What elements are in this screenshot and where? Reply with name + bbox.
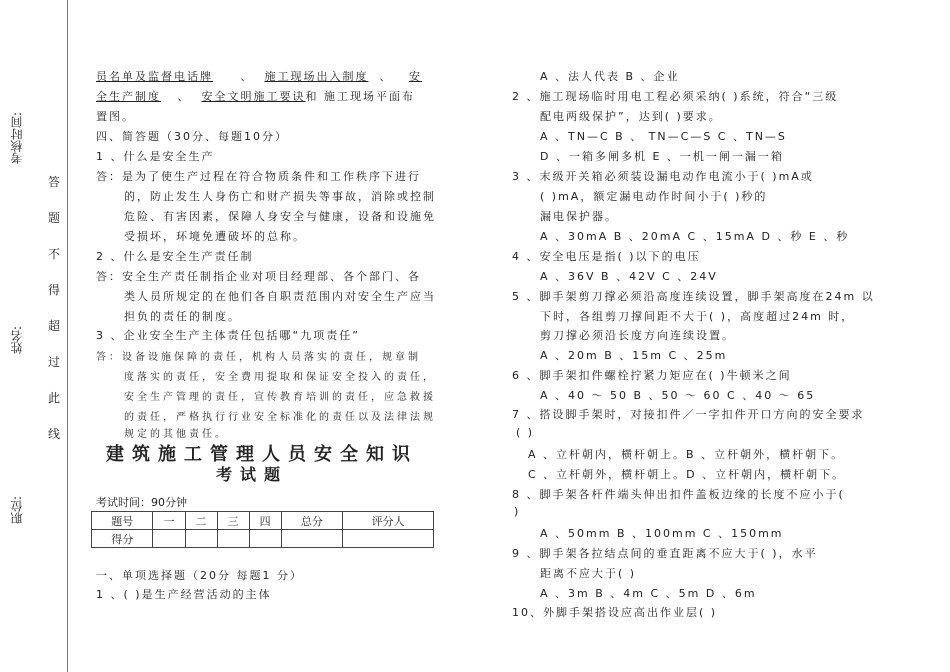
options-line: A 、3m B 、4m C 、5m D 、6m bbox=[540, 587, 757, 600]
score-table-header: 评分人 bbox=[343, 512, 434, 530]
answer-line: 担负的责任的制度。 bbox=[124, 310, 241, 323]
options-line: A 、TN—C B 、 TN—C—S C 、TN—S bbox=[540, 130, 787, 143]
question: 3 、末级开关箱必须装设漏电动作电流小于( )mA或 bbox=[512, 170, 814, 183]
answer-line: 受损坏，环境免遭破坏的总称。 bbox=[124, 230, 306, 243]
exam-title: 建筑施工管理人员安全知识 bbox=[106, 444, 418, 465]
question: 1 、什么是安全生产 bbox=[96, 150, 215, 163]
notice-char: 得 bbox=[48, 283, 61, 297]
question: 9 、脚手架各拉结点间的垂直距离不应大于( )，水平 bbox=[512, 547, 818, 560]
score-table-header: 四 bbox=[249, 512, 281, 530]
answer-line: 答：设备设施保障的责任，机构人员落实的责任，规章制 bbox=[96, 352, 421, 363]
question-continued: ) bbox=[514, 505, 521, 518]
question-continued: 配电两级保护”，达到( )要求。 bbox=[540, 110, 722, 123]
score-table-header: 三 bbox=[217, 512, 249, 530]
question: 7 、搭设脚手架时，对接扣件／一字扣件开口方向的安全要求 bbox=[512, 408, 865, 421]
exam-time-field-label: 考核时间: bbox=[9, 112, 24, 165]
answer-line: 危险、有害因素，保障人身安全与健康，设备和设施免 bbox=[124, 210, 436, 223]
score-table-header-row bbox=[92, 512, 434, 530]
score-row-label: 得分 bbox=[92, 530, 153, 548]
answer-line: 答：安全生产责任制指企业对项目经理部、各个部门、各 bbox=[96, 270, 421, 283]
question: 6 、脚手架扣件螺栓拧紧力矩应在( )牛顿米之间 bbox=[512, 369, 792, 382]
notice-char: 此 bbox=[48, 391, 61, 405]
options-line: A 、法人代表 B 、企业 bbox=[540, 70, 680, 83]
score-cell[interactable] bbox=[343, 530, 434, 548]
continuation-line-3: 置图。 bbox=[96, 110, 135, 123]
score-table-row bbox=[92, 530, 434, 548]
options-line: A 、50mm B 、100mm C 、150mm bbox=[540, 527, 784, 540]
score-table-header: 二 bbox=[185, 512, 217, 530]
answer-line: 安全生产管理的责任，宣传教育培训的责任，应急救援 bbox=[124, 392, 436, 403]
answer-line: 规定的其他责任。 bbox=[124, 429, 228, 440]
question: 3 、企业安全生产主体责任包括哪“九项责任” bbox=[96, 329, 360, 342]
options-line: A 、40 ～ 50 B 、50 ～ 60 C 、40 ～ 65 bbox=[540, 389, 816, 402]
binding-line bbox=[67, 0, 68, 672]
question-continued: ( )mA，额定漏电动作时间小于( )秒的 bbox=[540, 190, 768, 203]
notice-char: 过 bbox=[48, 355, 61, 369]
options-line: A 、20m B 、15m C 、25m bbox=[540, 349, 728, 362]
exam-subtitle: 考试题 bbox=[216, 465, 289, 484]
exam-duration: 考试时间：90分钟 bbox=[96, 496, 187, 509]
notice-char: 不 bbox=[48, 247, 61, 261]
options-line: C 、立杆朝外，横杆朝上。D 、立杆朝内，横杆朝下。 bbox=[528, 468, 846, 481]
answer-line: 的责任，严格执行行业安全标准化的责任以及法律法规 bbox=[124, 412, 436, 423]
options-line: A 、30mA B 、20mA C 、15mA D 、秒 E 、秒 bbox=[540, 230, 850, 243]
question-continued: 距离不应大于( ) bbox=[540, 567, 637, 580]
score-table bbox=[91, 511, 434, 548]
notice-char: 超 bbox=[48, 319, 61, 333]
options-line: A 、立杆朝内，横杆朝上。B 、立杆朝外，横杆朝下。 bbox=[528, 448, 845, 461]
score-table-header: 总分 bbox=[281, 512, 342, 530]
section-heading: 四、简答题（30分、每题10分） bbox=[96, 130, 288, 143]
score-table-header: 题号 bbox=[92, 512, 153, 530]
position-field-label: 职位: bbox=[9, 496, 24, 525]
section-heading: 一、单项选择题（20分 每题1 分） bbox=[96, 569, 303, 582]
answer-line: 类人员所规定的在他们各自职责范围内对安全生产应当 bbox=[124, 290, 436, 303]
question-continued: 剪刀撑必须沿长度方向连续设置。 bbox=[540, 329, 735, 342]
options-line: D 、一箱多闸多机 E 、一机一闸一漏一箱 bbox=[540, 150, 784, 163]
options-line: A 、36V B 、42V C 、24V bbox=[540, 270, 718, 283]
score-cell[interactable] bbox=[281, 530, 342, 548]
score-cell[interactable] bbox=[185, 530, 217, 548]
notice-char: 答 bbox=[48, 175, 61, 189]
answer-line: 的，防止发生人身伤亡和财产损失等事故，消除或控制 bbox=[124, 190, 436, 203]
score-cell[interactable] bbox=[249, 530, 281, 548]
question-continued: ( ) bbox=[516, 426, 535, 439]
score-cell[interactable] bbox=[217, 530, 249, 548]
question: 2 、施工现场临时用电工程必须采纳( )系统，符合“三级 bbox=[512, 90, 839, 103]
continuation-line-2: 全生产制度 、 安全文明施工要诀和 施工现场平面布 bbox=[96, 90, 415, 103]
question: 1 、( )是生产经营活动的主体 bbox=[96, 588, 272, 601]
continuation-line-1: 员名单及监督电话牌 、 施工现场出入制度 、 安 bbox=[96, 70, 422, 83]
question-continued: 下时，各组剪刀撑间距不大于( )，高度超过24m 时， bbox=[540, 310, 855, 323]
score-cell[interactable] bbox=[153, 530, 185, 548]
question: 2 、什么是安全生产责任制 bbox=[96, 250, 254, 263]
question: 4 、安全电压是指( )以下的电压 bbox=[512, 250, 701, 263]
notice-char: 线 bbox=[48, 427, 61, 441]
answer-line: 答：是为了使生产过程在符合物质条件和工作秩序下进行 bbox=[96, 170, 421, 183]
question-continued: 漏电保护器。 bbox=[540, 210, 618, 223]
question: 8 、脚手架各杆件端头伸出扣件盖板边缘的长度不应小于( bbox=[512, 488, 845, 501]
answer-line: 度落实的责任，安全费用提取和保证安全投入的责任， bbox=[124, 372, 436, 383]
notice-char: 题 bbox=[48, 211, 61, 225]
score-table-header: 一 bbox=[153, 512, 185, 530]
question: 5 、脚手架剪刀撑必须沿高度连续设置，脚手架高度在24m 以 bbox=[512, 290, 875, 303]
name-field-label: 姓名: bbox=[9, 326, 24, 355]
question: 10、外脚手架搭设应高出作业层( ) bbox=[512, 606, 718, 619]
